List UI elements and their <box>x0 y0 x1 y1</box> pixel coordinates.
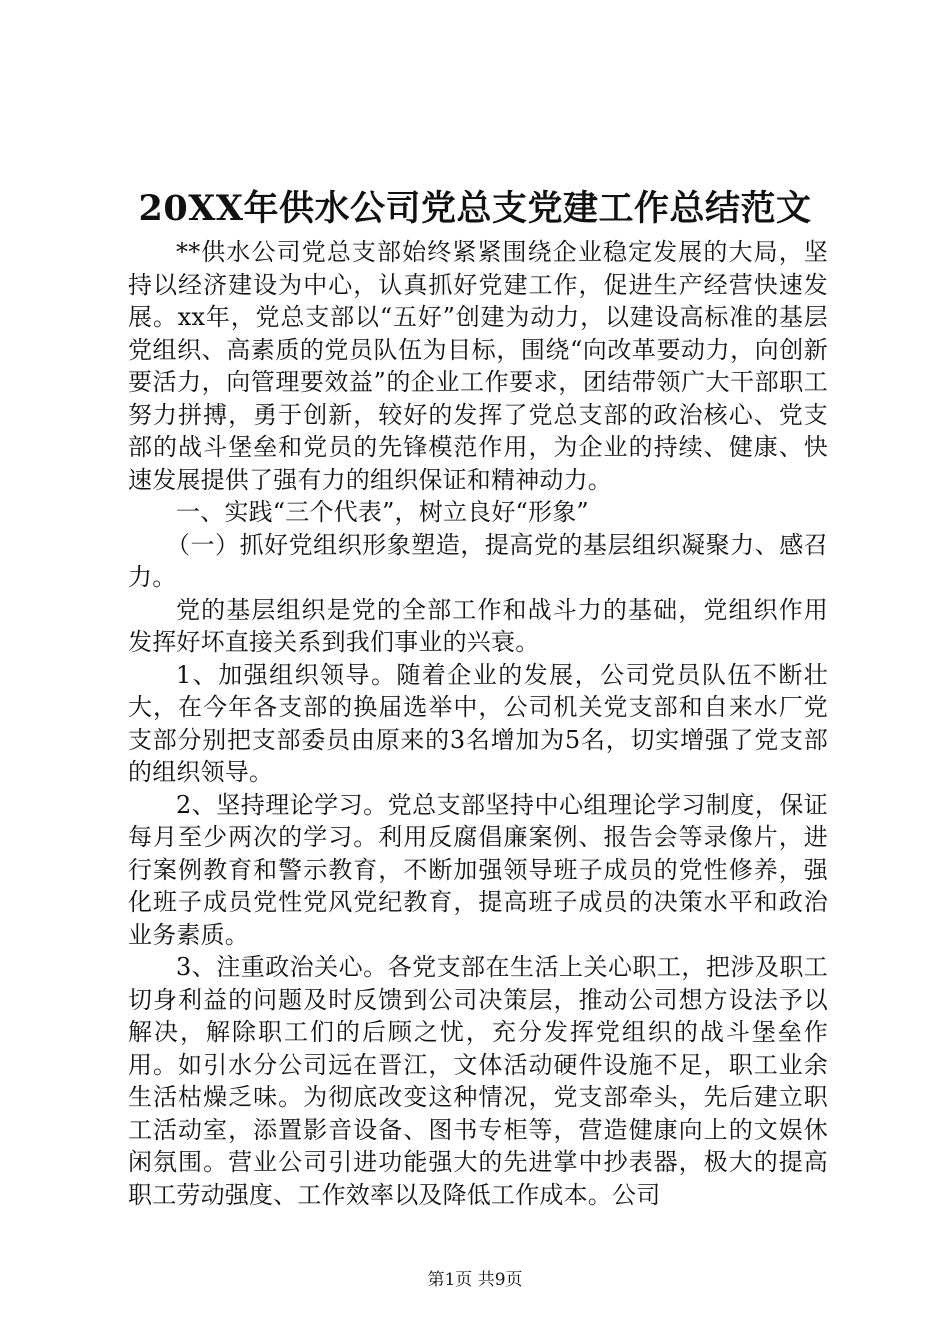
document-title: 20XX年供水公司党总支党建工作总结范文 <box>138 188 812 229</box>
paragraph-intro: **供水公司党总支部始终紧紧围绕企业稳定发展的大局，坚持以经济建设为中心，认真抓好党建工作，促进生产经营快速发展。xx年，党总支部以“五好”创建为动力，以建设高标准的基层党组织、高素质的党员队伍为目标，围绕“向改革要动力，向创新要活力，向管理要效益”的企业工作要求，团结带领广大干部职工努力拼搏，勇于创新，较好的发挥了党总支部的政治核心、党支部的战斗堡垒和党员的先锋模范作用，为企业的持续、健康、快速发展提供了强有力的组织保证和精神动力。 <box>128 238 828 494</box>
paragraph-item-2: 2、坚持理论学习。党总支部坚持中心组理论学习制度，保证每月至少两次的学习。利用反腐倡廉案例、报告会等录像片，进行案例教育和警示教育，不断加强领导班子成员的党性修养，强化班子成员党性党风党纪教育，提高班子成员的决策水平和政治业务素质。 <box>128 790 828 949</box>
page-number-footer: 第1页 共9页 <box>427 1270 523 1290</box>
section-heading-1: 一、实践“三个代表”，树立良好“形象” <box>176 498 589 526</box>
document-body <box>128 236 828 1211</box>
paragraph-item-1: 1、加强组织领导。随着企业的发展，公司党员队伍不断壮大，在今年各支部的换届选举中，公司机关党支部和自来水厂党支部分别把支部委员由原来的3名增加为5名，切实增强了党支部的组织领导。 <box>128 660 828 786</box>
paragraph-item-3: 3、注重政治关心。各党支部在生活上关心职工，把涉及职工切身利益的问题及时反馈到公司决策层，推动公司想方设法予以解决，解除职工们的后顾之忧，充分发挥党组织的战斗堡垒作用。如引水分公司远在晋江，文体活动硬件设施不足，职工业余生活枯燥乏味。为彻底改变这种情况，党支部牵头，先后建立职工活动室，添置影音设备、图书专柜等，营造健康向上的文娱休闲氛围。营业公司引进功能强大的先进掌中抄表器，极大的提高职工劳动强度、工作效率以及降低工作成本。公司 <box>128 953 828 1209</box>
subsection-heading-1: （一）抓好党组织形象塑造，提高党的基层组织凝聚力、感召力。 <box>128 530 828 591</box>
paragraph-foundation: 党的基层组织是党的全部工作和战斗力的基础，党组织作用发挥好坏直接关系到我们事业的兴衰。 <box>128 595 828 656</box>
